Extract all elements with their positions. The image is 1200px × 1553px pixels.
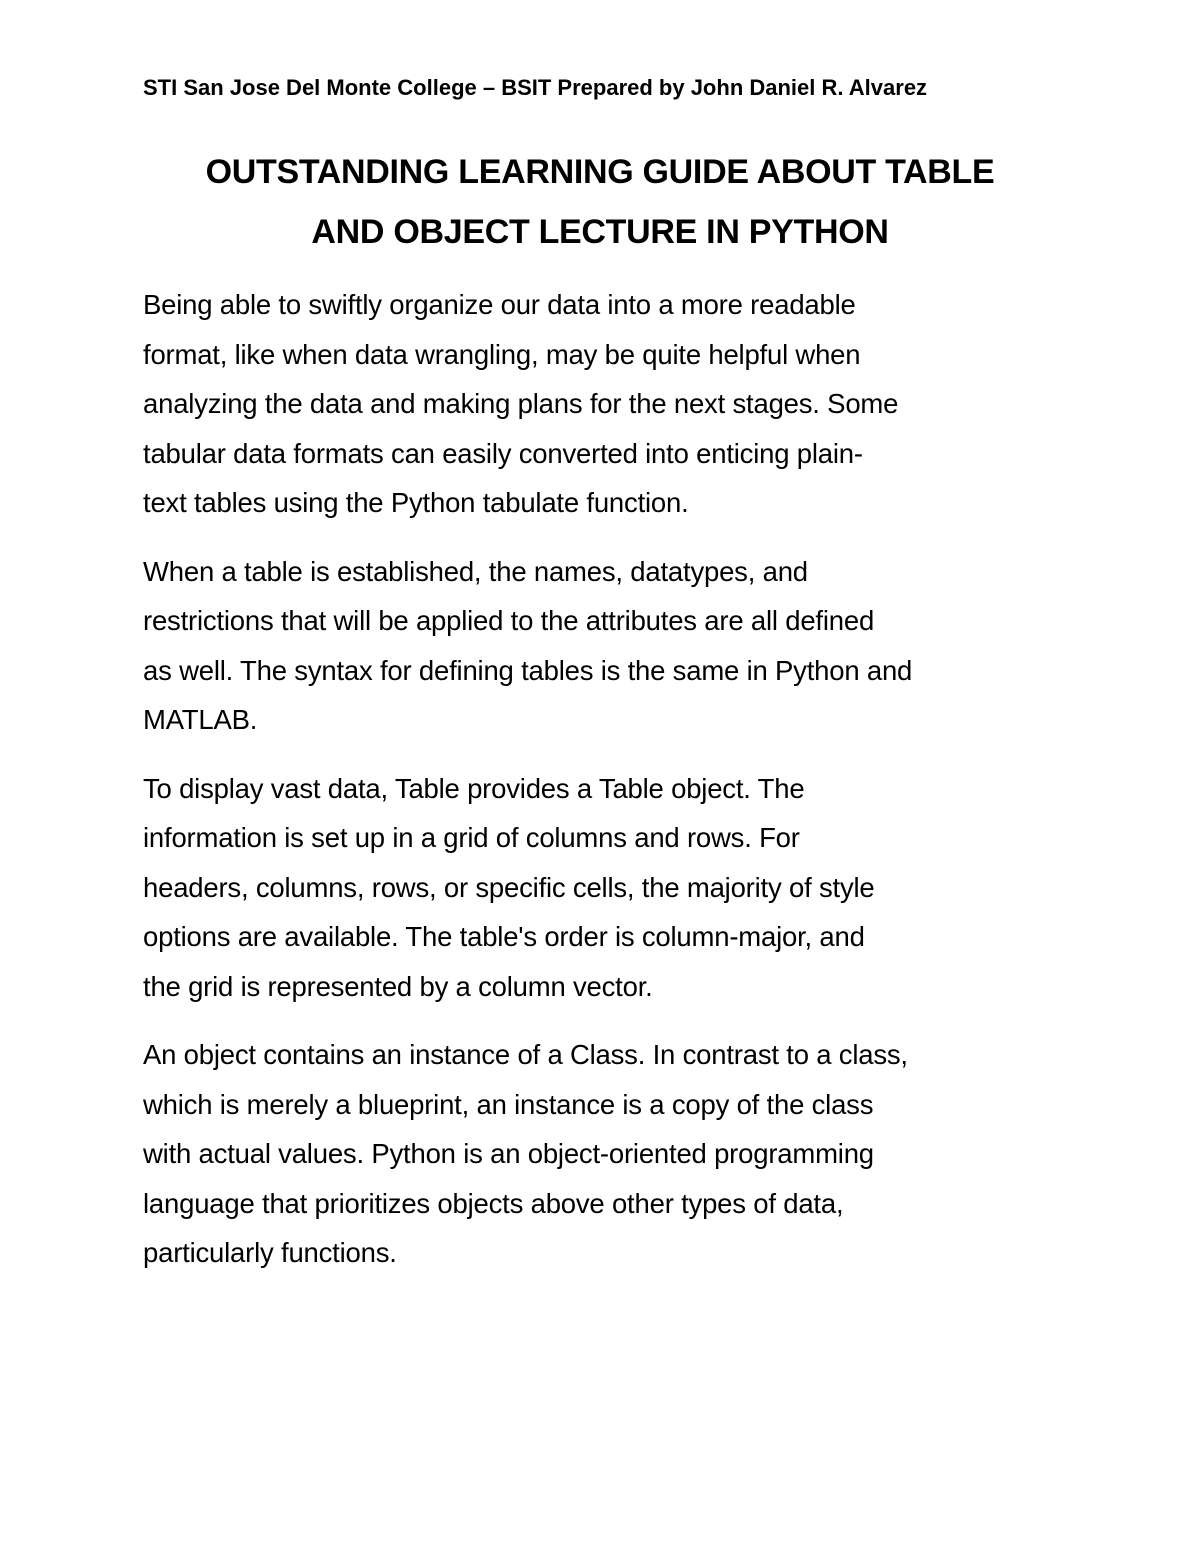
paragraph-line: which is merely a blueprint, an instance is a copy of the class [143, 1088, 874, 1120]
paragraph-line: tabular data formats can easily converted into enticing plain- [143, 437, 863, 469]
paragraph-line: restrictions that will be applied to the attributes are all defined [143, 605, 875, 636]
paragraph-line: with actual values. Python is an object-oriented programming [143, 1138, 874, 1169]
paragraph-line: options are available. The table's order is column-major, and [143, 921, 865, 952]
paragraph-line: When a table is established, the names, datatypes, and [143, 555, 808, 587]
document-title [100, 142, 1100, 262]
paragraph-line: Being able to swiftly organize our data into a more readable [143, 289, 856, 320]
paragraph-3 [143, 764, 1068, 1012]
title-line-2: AND OBJECT LECTURE IN PYTHON [311, 213, 889, 251]
paragraph-line: To display vast data, Table provides a Table object. The [143, 772, 805, 804]
page-header: STI San Jose Del Monte College – BSIT Prepared by John Daniel R. Alvarez [143, 75, 928, 100]
paragraph-2 [143, 547, 1068, 745]
title-line-1: OUTSTANDING LEARNING GUIDE ABOUT TABLE [205, 153, 995, 191]
paragraph-line: An object contains an instance of a Class. In contrast to a class, [143, 1039, 908, 1070]
document-body [143, 280, 1068, 1297]
paragraph-line: MATLAB. [143, 704, 258, 735]
paragraph-line: format, like when data wrangling, may be quite helpful when [143, 338, 861, 370]
paragraph-line: information is set up in a grid of columns and rows. For [143, 822, 800, 853]
paragraph-line: headers, columns, rows, or specific cells, the majority of style [143, 871, 875, 903]
paragraph-1 [143, 280, 1068, 528]
paragraph-line: text tables using the Python tabulate function. [143, 487, 689, 518]
paragraph-line: the grid is represented by a column vector. [143, 970, 653, 1002]
paragraph-4 [143, 1030, 1068, 1278]
paragraph-line: analyzing the data and making plans for the next stages. Some [143, 388, 899, 419]
paragraph-line: language that prioritizes objects above other types of data, [143, 1187, 844, 1219]
paragraph-line: particularly functions. [143, 1237, 397, 1268]
paragraph-line: as well. The syntax for defining tables is the same in Python and [143, 654, 913, 686]
